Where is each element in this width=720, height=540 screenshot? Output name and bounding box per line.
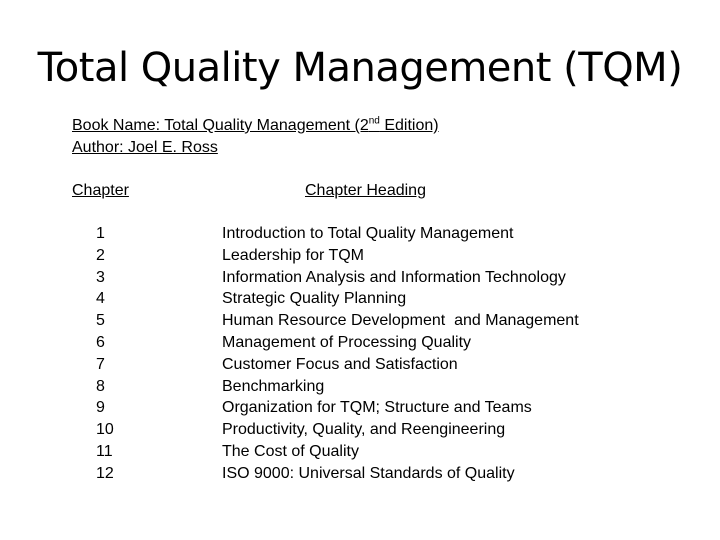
chapter-number: 8 [96,377,105,395]
chapter-number: 2 [96,246,105,264]
chapter-heading: Management of Processing Quality [222,333,472,351]
chapter-number: 1 [96,225,105,242]
column-header-heading: Chapter Heading [305,182,426,199]
column-header-chapter: Chapter [72,182,129,199]
book-name-prefix: Book Name: Total Quality Management (2 [72,117,369,134]
slide-title: Total Quality Management (TQM) [37,45,683,91]
chapter-row [0,288,720,310]
chapter-row [0,463,720,485]
chapter-heading: Human Resource Development and Management [222,312,579,330]
chapter-heading: Productivity, Quality, and Reengineering [222,421,506,439]
chapter-heading: The Cost of Quality [222,442,359,460]
chapter-row [0,354,720,376]
chapter-heading: Benchmarking [222,377,325,395]
chapter-list [0,223,720,485]
chapter-heading: Leadership for TQM [222,246,364,264]
chapter-number: 9 [96,399,105,417]
chapter-heading: ISO 9000: Universal Standards of Quality [222,464,515,482]
chapter-heading: Customer Focus and Satisfaction [222,355,458,373]
chapter-number: 7 [96,355,105,373]
chapter-number: 11 [96,442,113,460]
chapter-row [0,310,720,332]
chapter-heading: Information Analysis and Information Technology [222,268,566,286]
chapter-number: 10 [96,421,114,439]
chapter-row [0,223,720,245]
chapter-number: 3 [96,268,105,286]
author-line: Author: Joel E. Ross [72,139,218,156]
book-name [72,116,439,136]
book-name-suffix: Edition) [379,117,439,134]
chapter-row [0,441,720,463]
chapter-row [0,397,720,419]
chapter-number: 12 [96,464,114,482]
chapter-number: 6 [96,333,105,351]
chapter-row [0,332,720,354]
chapter-number: 4 [96,290,105,308]
chapter-heading: Introduction to Total Quality Management [222,225,514,242]
edition-superscript: nd [368,115,380,127]
chapter-row [0,267,720,289]
chapter-heading: Organization for TQM; Structure and Teams [222,399,532,417]
chapter-row [0,419,720,441]
chapter-row [0,245,720,267]
chapter-heading: Strategic Quality Planning [222,290,407,308]
chapter-row [0,376,720,398]
chapter-number: 5 [96,312,105,330]
